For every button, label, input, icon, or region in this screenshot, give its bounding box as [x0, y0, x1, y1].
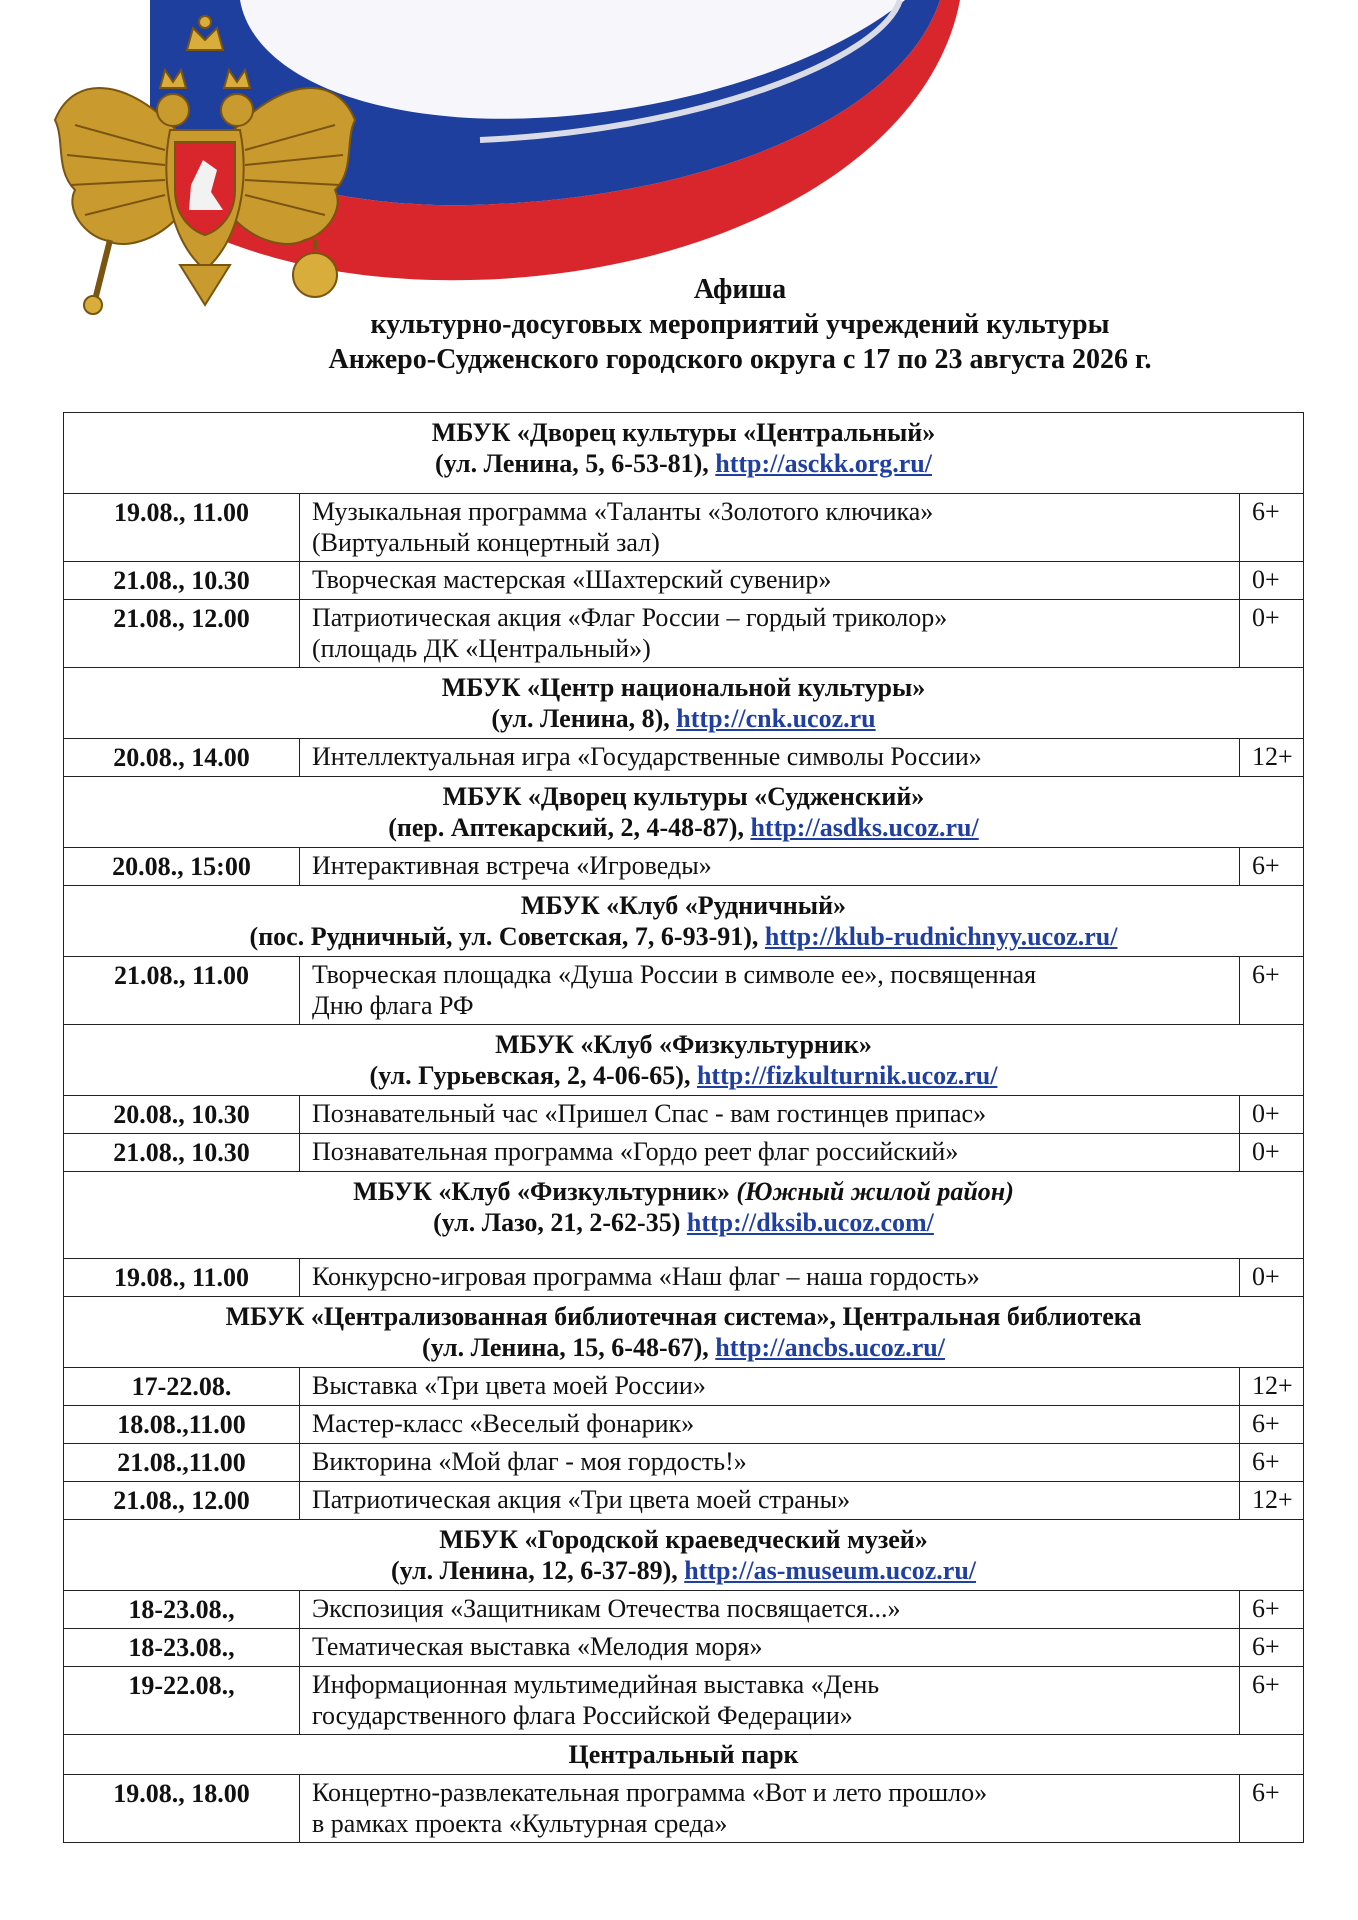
section-address: (ул. Ленина, 8), — [491, 704, 677, 733]
event-title: Тематическая выставка «Мелодия моря» — [312, 1632, 763, 1661]
section-contacts-line — [70, 812, 1297, 843]
section-name: МБУК «Клуб «Рудничный» — [520, 891, 847, 920]
poster-title: Афиша — [693, 274, 787, 305]
event-row — [64, 600, 1304, 668]
event-title: Конкурсно-игровая программа «Наш флаг – наша гордость» — [312, 1262, 980, 1291]
event-description — [300, 494, 1240, 562]
section-header — [64, 1172, 1304, 1259]
section-name-line — [70, 890, 1297, 921]
event-title: Познавательный час «Пришел Спас - вам гостинцев припас» — [312, 1099, 987, 1128]
section-name: Центральный парк — [568, 1740, 799, 1769]
event-row — [64, 1406, 1304, 1444]
section-contacts-line — [70, 703, 1297, 734]
event-date: 21.08., 10.30 — [64, 1134, 300, 1172]
event-date: 18-23.08., — [64, 1629, 300, 1667]
section-name-line — [70, 781, 1297, 812]
event-date: 21.08., 12.00 — [64, 600, 300, 668]
event-date: 20.08., 10.30 — [64, 1096, 300, 1134]
event-row — [64, 1444, 1304, 1482]
event-age-rating: 6+ — [1240, 848, 1304, 886]
event-age-rating: 0+ — [1240, 562, 1304, 600]
event-age-rating: 0+ — [1240, 1134, 1304, 1172]
event-date: 19-22.08., — [64, 1667, 300, 1735]
section-contacts-line — [70, 921, 1297, 952]
event-title: Информационная мультимедийная выставка «День — [312, 1670, 880, 1699]
section-name-line — [70, 1176, 1297, 1207]
event-age-rating: 6+ — [1240, 1629, 1304, 1667]
event-row — [64, 562, 1304, 600]
section-name-line — [70, 417, 1297, 448]
event-age-rating: 6+ — [1240, 1775, 1304, 1843]
event-age-rating: 6+ — [1240, 1444, 1304, 1482]
section-header — [64, 777, 1304, 848]
event-title: Мастер-класс «Веселый фонарик» — [312, 1409, 695, 1438]
section-website-link[interactable]: http://ancbs.ucoz.ru/ — [715, 1333, 945, 1362]
section-website-link[interactable]: http://cnk.ucoz.ru — [676, 704, 876, 733]
section-header-row — [64, 1735, 1304, 1775]
event-title: Патриотическая акция «Флаг России – гордый триколор» — [312, 603, 948, 632]
event-description — [300, 1259, 1240, 1297]
section-address: (ул. Ленина, 15, 6-48-67), — [422, 1333, 716, 1362]
event-age-rating: 6+ — [1240, 1591, 1304, 1629]
event-row — [64, 957, 1304, 1025]
section-address: (пер. Аптекарский, 2, 4-48-87), — [388, 813, 751, 842]
event-description — [300, 1134, 1240, 1172]
event-title-continued: в рамках проекта «Культурная среда» — [312, 1809, 728, 1838]
section-website-link[interactable]: http://asdks.ucoz.ru/ — [750, 813, 979, 842]
section-header-row — [64, 886, 1304, 957]
section-header — [64, 1297, 1304, 1368]
event-description — [300, 1444, 1240, 1482]
section-name: МБУК «Клуб «Физкультурник» — [353, 1177, 737, 1206]
event-age-rating: 0+ — [1240, 1096, 1304, 1134]
event-age-rating: 0+ — [1240, 1259, 1304, 1297]
section-header — [64, 886, 1304, 957]
event-row — [64, 848, 1304, 886]
event-date: 20.08., 15:00 — [64, 848, 300, 886]
section-website-link[interactable]: http://as-museum.ucoz.ru/ — [684, 1556, 977, 1585]
event-date: 20.08., 14.00 — [64, 739, 300, 777]
event-age-rating: 12+ — [1240, 1482, 1304, 1520]
event-title-continued: государственного флага Российской Федерации» — [312, 1701, 853, 1730]
section-header — [64, 1520, 1304, 1591]
section-contacts-line — [70, 1207, 1297, 1238]
event-description — [300, 1629, 1240, 1667]
section-name-line — [70, 1301, 1297, 1332]
event-description — [300, 1667, 1240, 1735]
event-row — [64, 1482, 1304, 1520]
event-age-rating: 6+ — [1240, 1667, 1304, 1735]
event-date: 18-23.08., — [64, 1591, 300, 1629]
event-description — [300, 600, 1240, 668]
section-name: МБУК «Центр национальной культуры» — [441, 673, 926, 702]
event-description — [300, 1368, 1240, 1406]
event-title: Музыкальная программа «Таланты «Золотого ключика» — [312, 497, 934, 526]
event-title-continued: (Виртуальный концертный зал) — [312, 528, 660, 557]
event-row — [64, 1667, 1304, 1735]
event-description — [300, 1591, 1240, 1629]
event-age-rating: 0+ — [1240, 600, 1304, 668]
section-name-line — [70, 672, 1297, 703]
event-date: 21.08., 11.00 — [64, 957, 300, 1025]
section-contacts-line — [70, 1332, 1297, 1363]
section-name-italic: (Южный жилой район) — [736, 1177, 1014, 1206]
section-name: МБУК «Городской краеведческий музей» — [439, 1525, 928, 1554]
event-title-continued: Дню флага РФ — [312, 991, 474, 1020]
section-address: (пос. Рудничный, ул. Советская, 7, 6-93-91), — [249, 922, 765, 951]
event-description — [300, 1775, 1240, 1843]
section-header — [64, 668, 1304, 739]
event-title: Интерактивная встреча «Игроведы» — [312, 851, 712, 880]
section-header-row — [64, 413, 1304, 494]
event-title-continued: (площадь ДК «Центральный») — [312, 634, 651, 663]
event-age-rating: 6+ — [1240, 494, 1304, 562]
event-title: Творческая площадка «Душа России в символе ее», посвященная — [312, 960, 1037, 989]
event-row — [64, 1629, 1304, 1667]
event-description — [300, 1406, 1240, 1444]
poster-subtitle-line2: Анжеро-Судженского городского округа с 17 по 23 августа 2026 г. — [328, 344, 1152, 375]
event-row — [64, 494, 1304, 562]
section-header — [64, 1735, 1304, 1775]
event-row — [64, 1775, 1304, 1843]
event-title: Концертно-развлекательная программа «Вот и лето прошло» — [312, 1778, 988, 1807]
section-address: (ул. Гурьевская, 2, 4-06-65), — [369, 1061, 697, 1090]
events-table — [63, 412, 1304, 1843]
event-age-rating: 6+ — [1240, 1406, 1304, 1444]
section-name-line — [70, 1029, 1297, 1060]
event-title: Выставка «Три цвета моей России» — [312, 1371, 706, 1400]
event-description — [300, 739, 1240, 777]
event-row — [64, 1368, 1304, 1406]
event-date: 19.08., 11.00 — [64, 494, 300, 562]
section-name: МБУК «Централизованная библиотечная система», Центральная библиотека — [225, 1302, 1142, 1331]
event-row — [64, 1134, 1304, 1172]
event-age-rating: 12+ — [1240, 739, 1304, 777]
event-title: Викторина «Мой флаг - моя гордость!» — [312, 1447, 747, 1476]
event-date: 21.08., 12.00 — [64, 1482, 300, 1520]
section-header — [64, 413, 1304, 494]
section-name: МБУК «Дворец культуры «Центральный» — [431, 418, 936, 447]
section-website-link[interactable]: http://fizkulturnik.ucoz.ru/ — [696, 1061, 998, 1090]
section-contacts-line — [70, 448, 1297, 479]
section-header-row — [64, 668, 1304, 739]
event-date: 18.08.,11.00 — [64, 1406, 300, 1444]
section-name-line — [70, 1739, 1297, 1770]
poster-subtitle-line1: культурно-досуговых мероприятий учреждений культуры — [370, 309, 1110, 340]
section-website-link[interactable]: http://dksib.ucoz.com/ — [686, 1208, 934, 1237]
event-title: Патриотическая акция «Три цвета моей страны» — [312, 1485, 851, 1514]
section-header-row — [64, 1025, 1304, 1096]
section-header-row — [64, 1172, 1304, 1259]
event-title: Познавательная программа «Гордо реет флаг российский» — [312, 1137, 959, 1166]
section-header — [64, 1025, 1304, 1096]
event-date: 19.08., 18.00 — [64, 1775, 300, 1843]
event-title: Интеллектуальная игра «Государственные символы России» — [312, 742, 982, 771]
section-address: (ул. Ленина, 12, 6-37-89), — [390, 1556, 685, 1585]
section-address: (ул. Ленина, 5, 6-53-81), — [435, 449, 716, 478]
event-title: Творческая мастерская «Шахтерский сувенир» — [312, 565, 832, 594]
event-age-rating: 6+ — [1240, 957, 1304, 1025]
section-name-line — [70, 1524, 1297, 1555]
section-contacts-line — [70, 1060, 1297, 1091]
event-row — [64, 1259, 1304, 1297]
section-header-row — [64, 777, 1304, 848]
event-description — [300, 1096, 1240, 1134]
section-name: МБУК «Дворец культуры «Судженский» — [442, 782, 925, 811]
event-description — [300, 1482, 1240, 1520]
section-header-row — [64, 1520, 1304, 1591]
section-website-link[interactable]: http://klub-rudnichnyy.ucoz.ru/ — [764, 922, 1118, 951]
event-age-rating: 12+ — [1240, 1368, 1304, 1406]
event-description — [300, 848, 1240, 886]
event-row — [64, 1096, 1304, 1134]
section-contacts-line — [70, 1555, 1297, 1586]
section-website-link[interactable]: http://asckk.org.ru/ — [715, 449, 932, 478]
poster-title-block — [250, 272, 1230, 377]
event-description — [300, 957, 1240, 1025]
event-description — [300, 562, 1240, 600]
event-row — [64, 739, 1304, 777]
event-date: 21.08.,11.00 — [64, 1444, 300, 1482]
section-name: МБУК «Клуб «Физкультурник» — [495, 1030, 872, 1059]
event-title: Экспозиция «Защитникам Отечества посвящается...» — [312, 1594, 901, 1623]
section-address: (ул. Лазо, 21, 2-62-35) — [433, 1208, 687, 1237]
event-row — [64, 1591, 1304, 1629]
event-date: 19.08., 11.00 — [64, 1259, 300, 1297]
event-date: 17-22.08. — [64, 1368, 300, 1406]
event-date: 21.08., 10.30 — [64, 562, 300, 600]
section-header-row — [64, 1297, 1304, 1368]
